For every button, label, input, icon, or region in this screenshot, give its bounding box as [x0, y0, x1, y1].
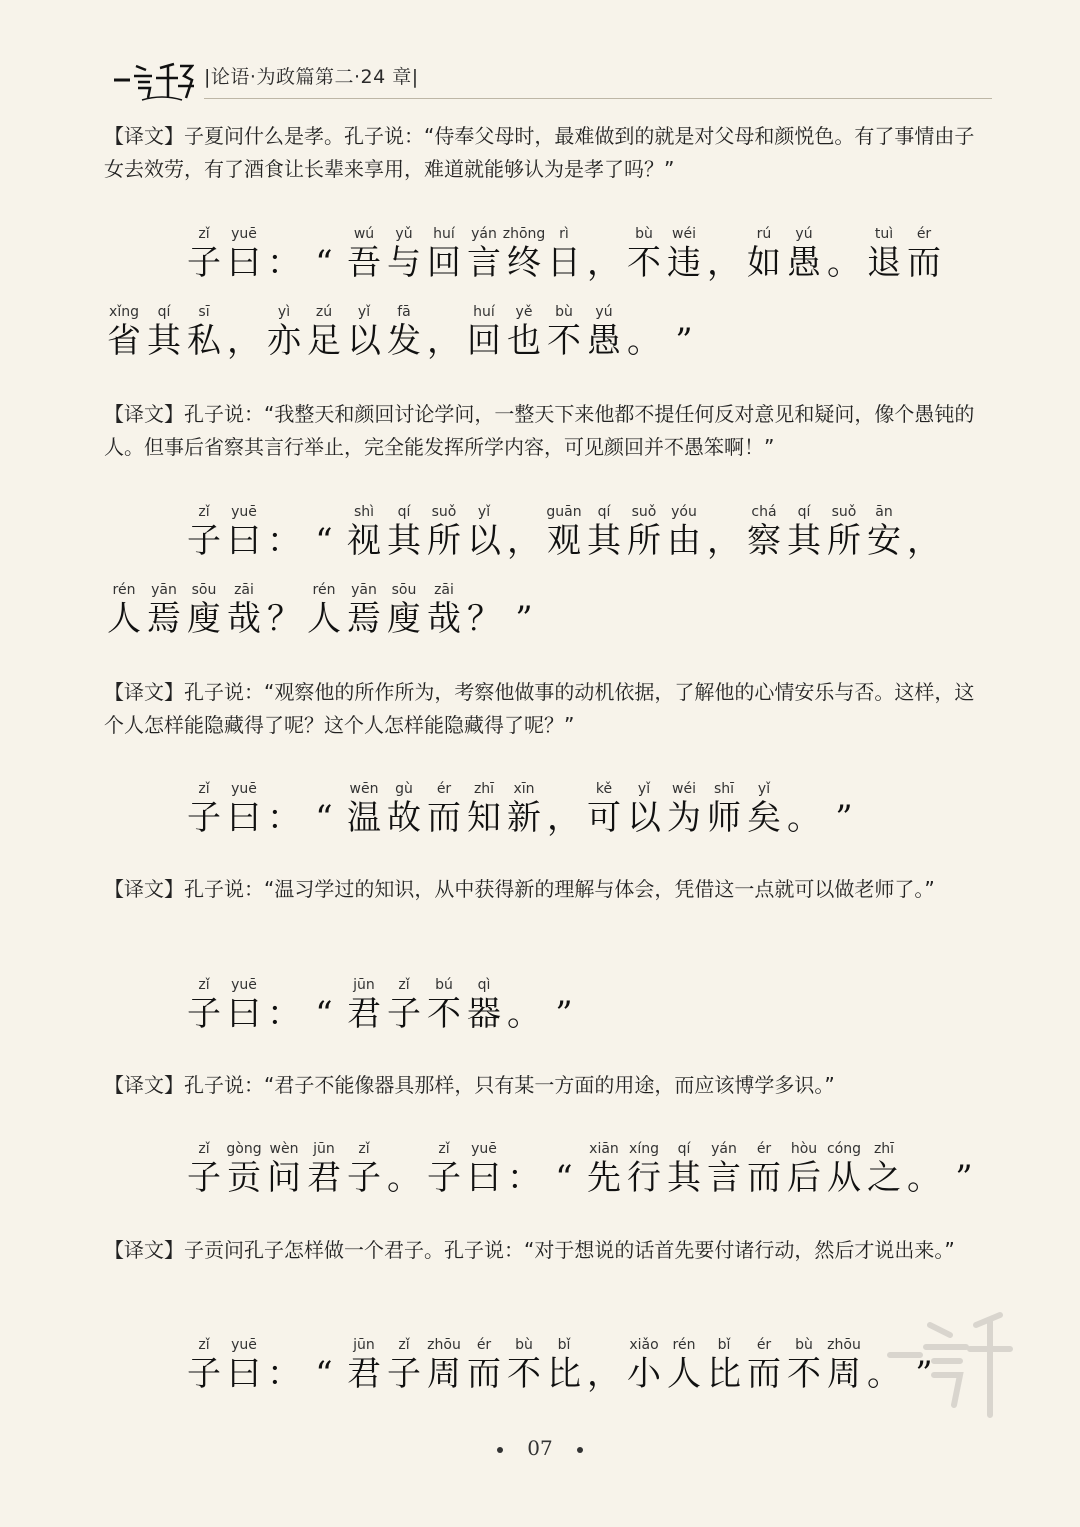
- classical-character: 发: [387, 321, 421, 361]
- pinyin: gòng: [226, 1141, 262, 1157]
- classical-character: 以: [347, 321, 381, 361]
- classical-character: 不: [547, 321, 581, 361]
- pinyin: fā: [397, 304, 411, 320]
- pinyin: bù: [795, 1337, 813, 1353]
- pinyin: xīn: [513, 781, 535, 797]
- pinyin: bù: [515, 1337, 533, 1353]
- classical-character: 君: [347, 994, 381, 1034]
- classical-character: ：: [507, 1158, 541, 1198]
- classical-character: 先: [587, 1158, 621, 1198]
- classical-character: 周: [827, 1354, 861, 1394]
- classical-character: 所: [427, 521, 461, 561]
- pinyin: qí: [677, 1141, 691, 1157]
- pinyin: wèn: [269, 1141, 299, 1157]
- classical-character: 违: [667, 243, 701, 283]
- classical-character: ：: [267, 994, 301, 1034]
- pinyin: rén: [312, 582, 336, 598]
- classical-character: 省: [107, 321, 141, 361]
- pinyin: xíng: [629, 1141, 659, 1157]
- classical-character: 新: [507, 798, 541, 838]
- classical-character: 言: [467, 243, 501, 283]
- pinyin: yuē: [231, 781, 257, 797]
- classical-character: 人: [667, 1354, 701, 1394]
- pinyin: zǐ: [398, 977, 410, 993]
- pinyin: bù: [635, 226, 653, 242]
- pinyin: jūn: [353, 977, 375, 993]
- classical-character: 人: [307, 599, 341, 639]
- classical-character: ：: [267, 798, 301, 838]
- classical-character: “: [315, 1354, 333, 1394]
- pinyin: qí: [797, 504, 811, 520]
- pinyin: tuì: [874, 226, 894, 242]
- pinyin: yú: [795, 226, 813, 242]
- pinyin: ér: [476, 1337, 492, 1353]
- classical-character: ，: [547, 798, 581, 838]
- pinyin: guān: [546, 504, 582, 520]
- classical-character: 故: [387, 798, 421, 838]
- classical-character: 师: [707, 798, 741, 838]
- classical-character: 所: [627, 521, 661, 561]
- classical-character: 之: [867, 1158, 901, 1198]
- classical-character: 曰: [227, 243, 261, 283]
- classical-character: 器: [467, 994, 501, 1034]
- classical-character: ？: [467, 599, 501, 639]
- classical-character: 不: [787, 1354, 821, 1394]
- classical-character: 安: [867, 521, 901, 561]
- classical-character: 也: [507, 321, 541, 361]
- classical-character: 。: [867, 1354, 901, 1394]
- classical-character: ，: [427, 321, 461, 361]
- classical-character: “: [315, 521, 333, 561]
- page-header: [112, 52, 992, 104]
- bullet-icon: [497, 1447, 503, 1453]
- classical-character: 子: [347, 1158, 381, 1198]
- pinyin: qí: [157, 304, 171, 320]
- classical-character: 子: [387, 1354, 421, 1394]
- pinyin: zǐ: [198, 977, 210, 993]
- pinyin: yán: [471, 226, 497, 242]
- pinyin: yuē: [471, 1141, 497, 1157]
- classical-character: 以: [467, 521, 501, 561]
- pinyin: huí: [473, 304, 495, 320]
- classical-character: 愚: [587, 321, 621, 361]
- pinyin: yān: [351, 582, 377, 598]
- bullet-icon: [577, 1447, 583, 1453]
- classical-character: 退: [867, 243, 901, 283]
- classical-character: 吾: [347, 243, 381, 283]
- classical-character: 廋: [387, 599, 421, 639]
- classical-character: 其: [667, 1158, 701, 1198]
- classical-character: ”: [835, 798, 853, 838]
- pinyin: jūn: [313, 1141, 335, 1157]
- classical-character: 子: [187, 1354, 221, 1394]
- header-title: |论语·为政篇第二·24 章|: [204, 66, 419, 88]
- pinyin: zhōng: [502, 226, 546, 242]
- classical-character: ，: [907, 521, 941, 561]
- pinyin: ér: [756, 1337, 772, 1353]
- pinyin: yǐ: [357, 304, 371, 320]
- classical-character: 为: [667, 798, 701, 838]
- page-number-text: 07: [527, 1436, 553, 1460]
- classical-character: 察: [747, 521, 781, 561]
- translation-paragraph: 【译文】孔子说：“温习学过的知识，从中获得新的理解与体会，凭借这一点就可以做老师了。”: [104, 877, 935, 901]
- classical-character: 小: [627, 1354, 661, 1394]
- translation-paragraph: 【译文】孔子说：“君子不能像器具那样，只有某一方面的用途，而应该博学多识。”: [104, 1073, 835, 1097]
- translation-paragraph: 【译文】子贡问孔子怎样做一个君子。孔子说：“对于想说的话首先要付诸行动，然后才说出来。”: [104, 1238, 955, 1262]
- pinyin: sōu: [191, 582, 217, 598]
- classical-character: 曰: [227, 521, 261, 561]
- pinyin: yú: [595, 304, 613, 320]
- classical-character: 子: [187, 1158, 221, 1198]
- classical-character: 哉: [227, 599, 261, 639]
- pinyin: ér: [756, 1141, 772, 1157]
- translation-paragraph: 【译文】子夏问什么是孝。孔子说：“侍奉父母时，最难做到的就是对父母和颜悦色。有了事情由子女去效劳，有了酒食让长辈来享用，难道就能够认为是孝了吗？”: [104, 124, 975, 181]
- header-divider: [204, 98, 992, 99]
- pinyin: sōu: [391, 582, 417, 598]
- classical-character: 亦: [267, 321, 301, 361]
- pinyin: yān: [151, 582, 177, 598]
- classical-character: 其: [387, 521, 421, 561]
- pinyin: bù: [555, 304, 573, 320]
- classical-character: 知: [467, 798, 501, 838]
- pinyin: shī: [713, 781, 735, 797]
- pinyin: ān: [875, 504, 893, 520]
- classical-character: 曰: [227, 994, 261, 1034]
- pinyin: sī: [198, 304, 210, 320]
- classical-character: 如: [747, 243, 781, 283]
- classical-character: 子: [187, 521, 221, 561]
- classical-character: 终: [507, 243, 541, 283]
- pinyin: bǐ: [717, 1337, 731, 1353]
- classical-character: 哉: [427, 599, 461, 639]
- classical-character: ”: [555, 994, 573, 1034]
- classical-character: 子: [427, 1158, 461, 1198]
- classical-character: “: [555, 1158, 573, 1198]
- pinyin: zǐ: [398, 1337, 410, 1353]
- classical-character: ，: [587, 1354, 621, 1394]
- pinyin: zhōu: [827, 1337, 861, 1353]
- pinyin: rén: [672, 1337, 696, 1353]
- classical-character: 回: [427, 243, 461, 283]
- classical-character: 言: [707, 1158, 741, 1198]
- pinyin: zǐ: [358, 1141, 370, 1157]
- classical-character: 不: [507, 1354, 541, 1394]
- classical-character: 子: [387, 994, 421, 1034]
- pinyin: zǐ: [198, 504, 210, 520]
- classical-character: 曰: [227, 1354, 261, 1394]
- pinyin: yuē: [231, 1337, 257, 1353]
- classical-character: 其: [787, 521, 821, 561]
- classical-character: 曰: [227, 798, 261, 838]
- classical-character: 周: [427, 1354, 461, 1394]
- pinyin: wú: [353, 226, 375, 242]
- classical-character: 。: [507, 994, 541, 1034]
- pinyin: zǐ: [438, 1141, 450, 1157]
- classical-character: 廋: [187, 599, 221, 639]
- pinyin: yán: [711, 1141, 737, 1157]
- classical-character: 以: [627, 798, 661, 838]
- classical-character: 。: [387, 1158, 421, 1198]
- classical-character: 后: [787, 1158, 821, 1198]
- pinyin: yǐ: [477, 504, 491, 520]
- pinyin: yuē: [231, 977, 257, 993]
- classical-character: ”: [675, 321, 693, 361]
- pinyin: xiǎo: [629, 1337, 659, 1353]
- pinyin: qì: [477, 977, 491, 993]
- page-number: [0, 1436, 1080, 1460]
- classical-character: 。: [627, 321, 661, 361]
- pinyin: rén: [112, 582, 136, 598]
- classical-character: ：: [267, 521, 301, 561]
- pinyin: wēn: [349, 781, 379, 797]
- classical-character: ，: [507, 521, 541, 561]
- classical-character: ？: [267, 599, 301, 639]
- classical-character: ：: [267, 243, 301, 283]
- classical-character: 而: [747, 1158, 781, 1198]
- classical-character: 。: [827, 243, 861, 283]
- pinyin: kě: [595, 781, 613, 797]
- classical-character: 君: [307, 1158, 341, 1198]
- pinyin: chá: [751, 504, 777, 520]
- classical-character: ”: [515, 599, 533, 639]
- classical-character: 君: [347, 1354, 381, 1394]
- classical-character: 所: [827, 521, 861, 561]
- pinyin: xiān: [589, 1141, 619, 1157]
- pinyin: suǒ: [631, 504, 657, 520]
- brand-logo: [112, 58, 194, 102]
- pinyin: huí: [433, 226, 455, 242]
- pinyin: shì: [353, 504, 375, 520]
- pinyin: zǐ: [198, 1337, 210, 1353]
- classical-character: 温: [347, 798, 381, 838]
- pinyin: rú: [756, 226, 772, 242]
- pinyin: qí: [397, 504, 411, 520]
- pinyin: rì: [559, 226, 569, 242]
- pinyin: zú: [315, 304, 333, 320]
- pinyin: wéi: [672, 781, 696, 797]
- pinyin: bú: [435, 977, 453, 993]
- classical-character: 曰: [467, 1158, 501, 1198]
- pinyin: yì: [277, 304, 291, 320]
- pinyin: zhī: [473, 781, 495, 797]
- classical-character: 。: [907, 1158, 941, 1198]
- pinyin: zǐ: [198, 226, 210, 242]
- classical-character: 可: [587, 798, 621, 838]
- classical-character: 矣: [747, 798, 781, 838]
- classical-character: 比: [707, 1354, 741, 1394]
- classical-character: 焉: [347, 599, 381, 639]
- classical-character: ，: [587, 243, 621, 283]
- classical-character: 而: [907, 243, 941, 283]
- classical-character: 而: [747, 1354, 781, 1394]
- pinyin: yuē: [231, 504, 257, 520]
- classical-character: 足: [307, 321, 341, 361]
- pinyin: zǐ: [198, 781, 210, 797]
- classical-character: 行: [627, 1158, 661, 1198]
- pinyin: wéi: [672, 226, 696, 242]
- classical-character: 与: [387, 243, 421, 283]
- pinyin: yǔ: [395, 226, 413, 242]
- pinyin: yuē: [231, 226, 257, 242]
- classical-character: 不: [427, 994, 461, 1034]
- pinyin: ér: [916, 226, 932, 242]
- pinyin: cóng: [826, 1141, 862, 1157]
- classical-character: 回: [467, 321, 501, 361]
- pinyin: yě: [515, 304, 533, 320]
- classical-character: ”: [955, 1158, 973, 1198]
- classical-character: 而: [427, 798, 461, 838]
- classical-character: “: [315, 798, 333, 838]
- classical-character: 私: [187, 321, 221, 361]
- brand-watermark: [880, 1285, 1030, 1435]
- classical-character: 焉: [147, 599, 181, 639]
- classical-character: 不: [627, 243, 661, 283]
- classical-character: 人: [107, 599, 141, 639]
- pinyin: yóu: [671, 504, 697, 520]
- pinyin: gù: [395, 781, 413, 797]
- pinyin: qí: [597, 504, 611, 520]
- pinyin: jūn: [353, 1337, 375, 1353]
- classical-character: “: [315, 994, 333, 1034]
- classical-character: 视: [347, 521, 381, 561]
- pinyin: zāi: [434, 582, 454, 598]
- classical-character: ，: [227, 321, 261, 361]
- pinyin: zhōu: [427, 1337, 461, 1353]
- classical-character: 其: [587, 521, 621, 561]
- classical-character: 由: [667, 521, 701, 561]
- pinyin: zǐ: [198, 1141, 210, 1157]
- pinyin: yǐ: [637, 781, 651, 797]
- classical-character: 愚: [787, 243, 821, 283]
- classical-character: 子: [187, 994, 221, 1034]
- pinyin: zhī: [873, 1141, 895, 1157]
- pinyin: suǒ: [831, 504, 857, 520]
- pinyin: yǐ: [757, 781, 771, 797]
- classical-character: 其: [147, 321, 181, 361]
- classical-character: 子: [187, 798, 221, 838]
- translation-paragraph: 【译文】孔子说：“我整天和颜回讨论学问，一整天下来他都不提任何反对意见和疑问，像个愚钝的人。但事后省察其言行举止，完全能发挥所学内容，可见颜回并不愚笨啊！”: [104, 402, 975, 459]
- classical-character: 观: [547, 521, 581, 561]
- classical-character: ，: [707, 521, 741, 561]
- pinyin: hòu: [790, 1141, 818, 1157]
- pinyin: ér: [436, 781, 452, 797]
- classical-character: ”: [915, 1354, 933, 1394]
- classical-character: 而: [467, 1354, 501, 1394]
- classical-character: 贡: [227, 1158, 261, 1198]
- classical-character: 日: [547, 243, 581, 283]
- translation-paragraph: 【译文】孔子说：“观察他的所作所为，考察他做事的动机依据，了解他的心情安乐与否。这样，这个人怎样能隐藏得了呢？这个人怎样能隐藏得了呢？”: [104, 680, 975, 737]
- classical-character: ，: [707, 243, 741, 283]
- classical-character: 。: [787, 798, 821, 838]
- pinyin: bǐ: [557, 1337, 571, 1353]
- classical-character: 问: [267, 1158, 301, 1198]
- classical-character: ：: [267, 1354, 301, 1394]
- classical-character: 比: [547, 1354, 581, 1394]
- pinyin: xǐng: [109, 304, 139, 320]
- classical-character: “: [315, 243, 333, 283]
- pinyin: zāi: [234, 582, 254, 598]
- pinyin: suǒ: [431, 504, 457, 520]
- classical-character: 子: [187, 243, 221, 283]
- classical-character: 从: [827, 1158, 861, 1198]
